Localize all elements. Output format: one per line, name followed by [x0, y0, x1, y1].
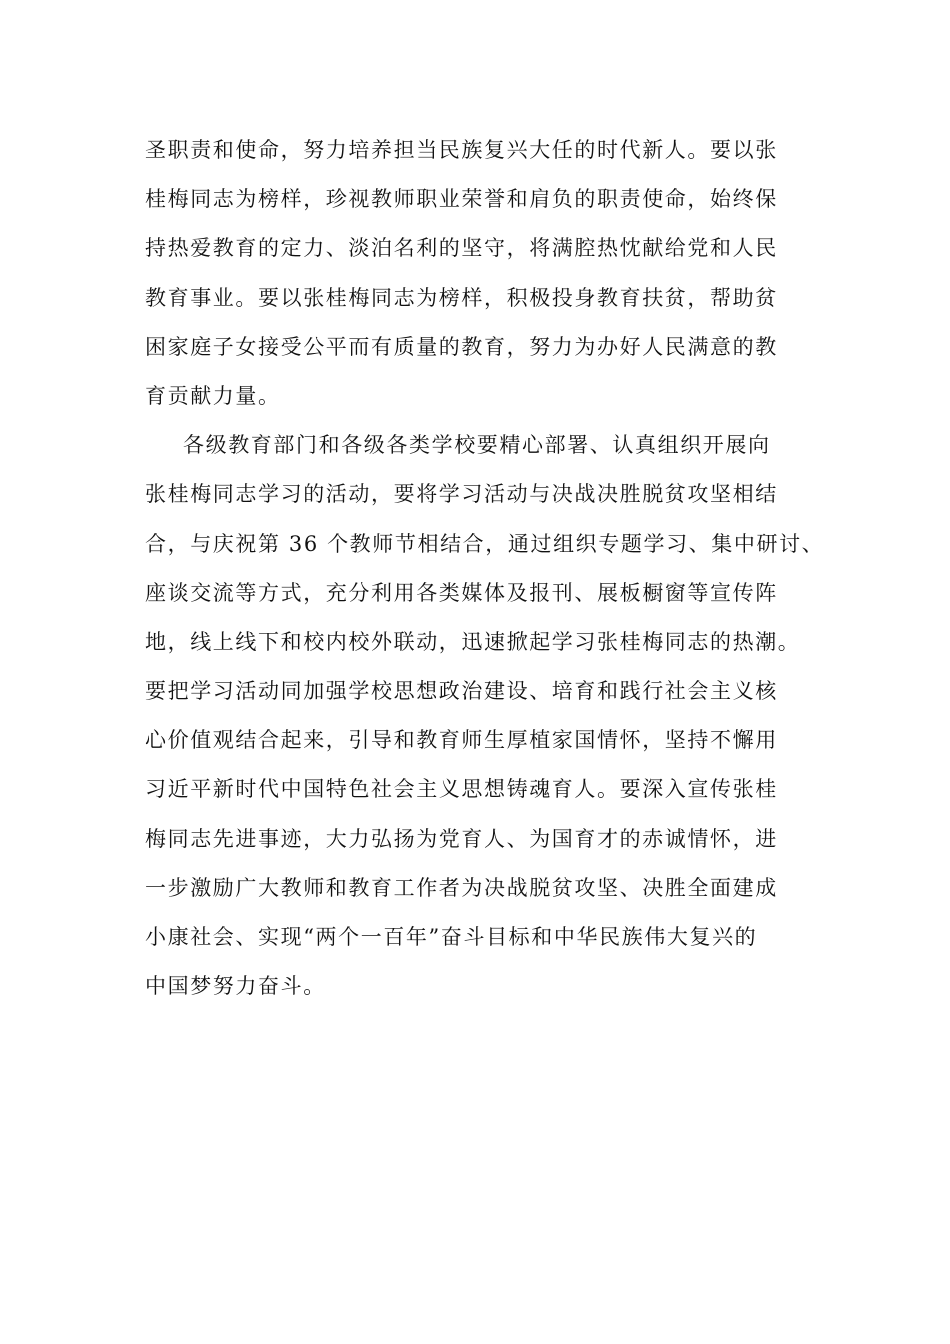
- text-line: 中国梦努力奋斗。: [145, 974, 326, 999]
- text-line: 习近平新时代中国特色社会主义思想铸魂育人。要深入宣传张桂: [145, 777, 778, 802]
- text-line: 心价值观结合起来，引导和教育师生厚植家国情怀，坚持不懈用: [145, 728, 778, 753]
- text-line: 座谈交流等方式，充分利用各类媒体及报刊、展板橱窗等宣传阵: [145, 580, 778, 605]
- text-line: 一步激励广大教师和教育工作者为决战脱贫攻坚、决胜全面建成: [145, 875, 778, 900]
- paragraph-1: [145, 126, 825, 421]
- text-line: 张桂梅同志学习的活动，要将学习活动与决战决胜脱贫攻坚相结: [145, 482, 778, 507]
- document-body: [145, 126, 825, 1011]
- text-line: 梅同志先进事迹，大力弘扬为党育人、为国育才的赤诚情怀，进: [145, 826, 778, 851]
- text-line: 桂梅同志为榜样，珍视教师职业荣誉和肩负的职责使命，始终保: [145, 187, 778, 212]
- text-line: 地，线上线下和校内校外联动，迅速掀起学习张桂梅同志的热潮。: [145, 629, 801, 654]
- text-line: 圣职责和使命，努力培养担当民族复兴大任的时代新人。要以张: [145, 138, 778, 162]
- text-line: 小康社会、实现“两个一百年”奋斗目标和中华民族伟大复兴的: [145, 925, 758, 949]
- text-line: 合，与庆祝第 36 个教师节相结合，通过组织专题学习、集中研讨、: [145, 531, 825, 556]
- text-line: 育贡献力量。: [145, 383, 281, 408]
- text-line: 各级教育部门和各级各类学校要精心部署、认真组织开展向: [183, 433, 771, 458]
- text-line: 教育事业。要以张桂梅同志为榜样，积极投身教育扶贫，帮助贫: [145, 285, 778, 310]
- text-line: 困家庭子女接受公平而有质量的教育，努力为办好人民满意的教: [145, 334, 778, 359]
- paragraph-2: [145, 421, 825, 1011]
- text-line: 持热爱教育的定力、淡泊名利的坚守，将满腔热忱献给党和人民: [145, 236, 778, 261]
- text-line: 要把学习活动同加强学校思想政治建设、培育和践行社会主义核: [145, 679, 778, 704]
